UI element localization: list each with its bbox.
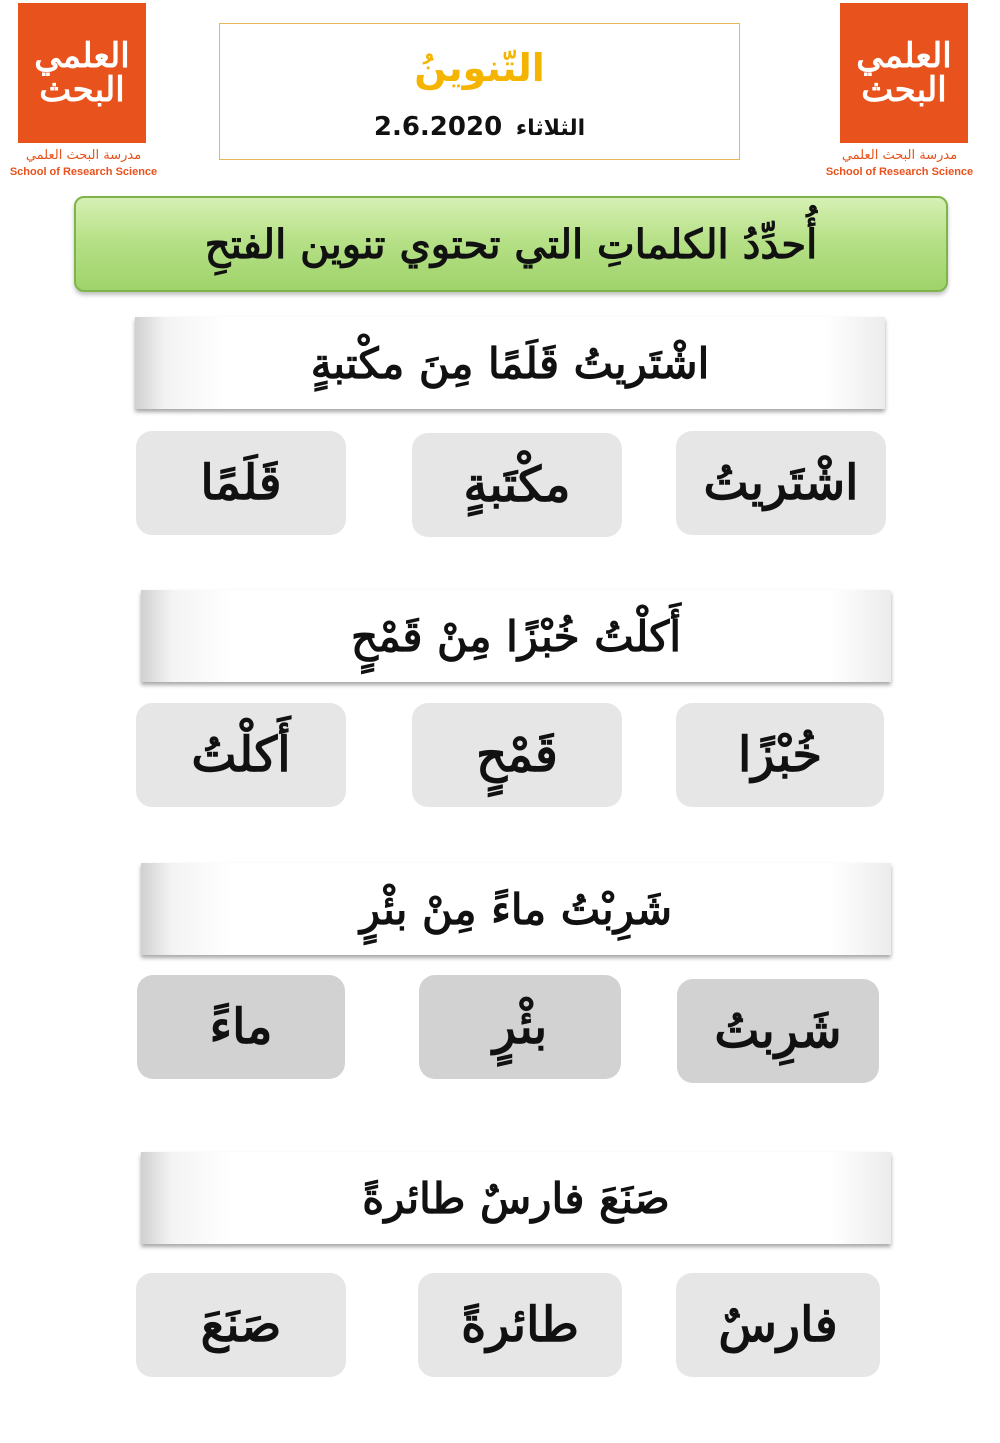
logo-arabic-name: مدرسة البحث العلمي: [841, 148, 958, 163]
logo-mark-line2: البحث: [39, 70, 125, 110]
instruction-banner: أُحدِّدُ الكلماتِ التي تحتوي تنوين الفتحِ: [74, 196, 948, 292]
logo-english-name: School of Research Science: [9, 166, 158, 178]
date-line: [220, 112, 739, 142]
option-1-3[interactable]: قَلَمًا: [136, 431, 346, 535]
logo-english-name: School of Research Science: [825, 166, 974, 178]
logo-mark-line2: البحث: [861, 70, 947, 110]
option-3-3[interactable]: ماءً: [137, 975, 345, 1079]
logo-arabic-name: مدرسة البحث العلمي: [25, 148, 142, 163]
logo-emblem: [18, 3, 146, 143]
school-logo-right: [812, 0, 987, 185]
page-title: التّنوينُ: [414, 46, 545, 90]
option-3-2[interactable]: بئْرٍ: [419, 975, 621, 1079]
sentence-4: صَنَعَ فارسٌ طائرةً: [141, 1152, 891, 1244]
day-label: الثلاثاء: [515, 116, 586, 141]
logo-mark-line1: العلمي: [856, 36, 952, 76]
option-4-3[interactable]: صَنَعَ: [136, 1273, 346, 1377]
option-2-1[interactable]: خُبْزًا: [676, 703, 884, 807]
option-4-2[interactable]: طائرةً: [418, 1273, 622, 1377]
option-1-2[interactable]: مكْتَبةٍ: [412, 433, 622, 537]
logo-emblem: [840, 3, 968, 143]
sentence-1: اشْتَريتُ قَلَمًا مِنَ مكْتبةٍ: [135, 317, 885, 409]
logo-mark-line1: العلمي: [34, 36, 130, 76]
option-1-1[interactable]: اشْتَريتُ: [676, 431, 886, 535]
option-3-1[interactable]: شَرِبتُ: [677, 979, 879, 1083]
option-2-2[interactable]: قَمْحٍ: [412, 703, 622, 807]
option-2-3[interactable]: أَكلْتُ: [136, 703, 346, 807]
option-4-1[interactable]: فارسٌ: [676, 1273, 880, 1377]
title-box: [219, 23, 740, 160]
sentence-2: أَكلْتُ خُبْزًا مِنْ قَمْحٍ: [141, 590, 891, 682]
date-value: 2.6.2020: [373, 112, 503, 142]
sentence-3: شَرِبْتُ ماءً مِنْ بئْرٍ: [141, 863, 891, 955]
school-logo-left: [0, 0, 175, 185]
